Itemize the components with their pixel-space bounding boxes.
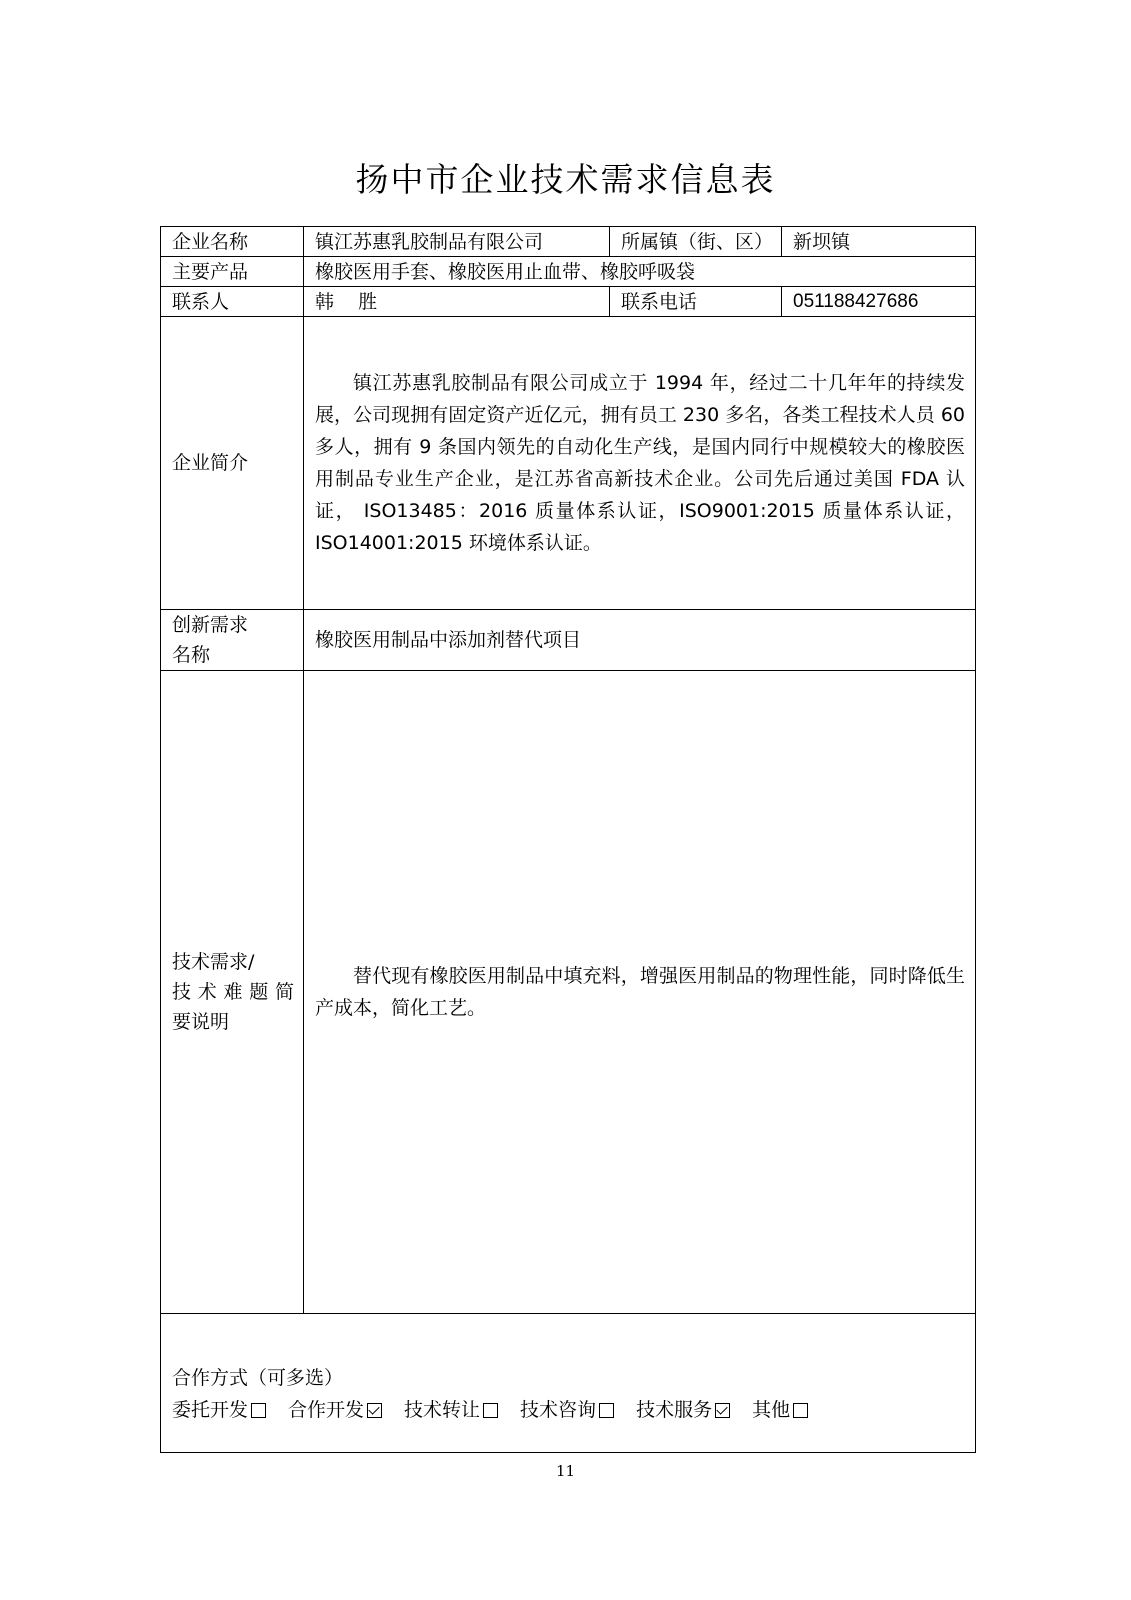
innovation-label-line2: 名称 xyxy=(172,644,211,666)
table-row-innovation xyxy=(161,610,976,671)
checkbox-checked-icon[interactable] xyxy=(367,1403,382,1418)
intro-cell xyxy=(304,317,976,610)
coop-option-other[interactable] xyxy=(752,1394,808,1426)
checkbox-unchecked-icon[interactable] xyxy=(599,1403,614,1418)
checkbox-unchecked-icon[interactable] xyxy=(251,1403,266,1418)
coop-option-commission[interactable] xyxy=(172,1394,266,1426)
tech-label-char: 难 xyxy=(223,981,243,1003)
company-name-value: 镇江苏惠乳胶制品有限公司 xyxy=(304,227,610,257)
coop-option-consulting[interactable] xyxy=(520,1394,614,1426)
tech-label-line2 xyxy=(172,977,294,1007)
coop-option-label: 委托开发 xyxy=(172,1399,249,1421)
page-number: 11 xyxy=(555,1462,576,1480)
innovation-value: 橡胶医用制品中添加剂替代项目 xyxy=(304,610,976,671)
table-row-contact xyxy=(161,287,976,317)
coop-option-label: 技术转让 xyxy=(404,1399,481,1421)
products-label: 主要产品 xyxy=(161,257,304,287)
innovation-label xyxy=(161,610,304,671)
document-title: 扬中市企业技术需求信息表 xyxy=(355,160,776,199)
contact-value: 韩 胜 xyxy=(304,287,610,317)
tech-label-char: 术 xyxy=(197,981,217,1003)
table-row-cooperation xyxy=(161,1314,976,1453)
coop-option-joint[interactable] xyxy=(288,1394,382,1426)
tech-cell xyxy=(304,671,976,1314)
cooperation-options xyxy=(172,1394,975,1426)
table-row-company xyxy=(161,227,976,257)
tech-label-char: 简 xyxy=(274,981,294,1003)
table-row-intro xyxy=(161,317,976,610)
info-table xyxy=(160,226,976,1453)
phone-value: 051188427686 xyxy=(782,287,976,317)
tech-paragraph: 替代现有橡胶医用制品中填充料，增强医用制品的物理性能，同时降低生产成本，简化工艺。 xyxy=(315,965,965,1019)
coop-option-transfer[interactable] xyxy=(404,1394,498,1426)
table-row-tech xyxy=(161,671,976,1314)
coop-option-service[interactable] xyxy=(636,1394,730,1426)
contact-label: 联系人 xyxy=(161,287,304,317)
coop-option-label: 其他 xyxy=(752,1399,791,1421)
checkbox-checked-icon[interactable] xyxy=(715,1403,730,1418)
coop-option-label: 技术咨询 xyxy=(520,1399,597,1421)
coop-option-label: 合作开发 xyxy=(288,1399,365,1421)
tech-label-line3: 要说明 xyxy=(172,1011,230,1033)
cooperation-cell xyxy=(161,1314,976,1453)
town-value: 新坝镇 xyxy=(782,227,976,257)
intro-paragraph: 镇江苏惠乳胶制品有限公司成立于 1994 年，经过二十几年年的持续发展，公司现拥有固定资产近亿元，拥有员工 230 多名，各类工程技术人员 60 多人，拥有 9 条国内领先的自动化生产线，是国内同行中规模较大的橡胶医用制品专业生产企业，是江苏省高新技术企业。公司先后通过美国 FDA 认证， ISO13485：2016 质量体系认证，ISO9001:2015 质量体系认证，ISO14001:2015 环境体系认证。 xyxy=(315,372,965,554)
cooperation-title: 合作方式（可多选） xyxy=(172,1367,344,1389)
intro-label: 企业简介 xyxy=(161,317,304,610)
tech-label-char: 题 xyxy=(249,981,269,1003)
tech-label-line1: 技术需求/ xyxy=(172,951,255,973)
checkbox-unchecked-icon[interactable] xyxy=(483,1403,498,1418)
table-row-products xyxy=(161,257,976,287)
company-name-label: 企业名称 xyxy=(161,227,304,257)
town-label: 所属镇（街、区） xyxy=(610,227,782,257)
products-value: 橡胶医用手套、橡胶医用止血带、橡胶呼吸袋 xyxy=(304,257,976,287)
checkbox-unchecked-icon[interactable] xyxy=(793,1403,808,1418)
innovation-label-line1: 创新需求 xyxy=(172,614,249,636)
tech-label xyxy=(161,671,304,1314)
coop-option-label: 技术服务 xyxy=(636,1399,713,1421)
phone-label: 联系电话 xyxy=(610,287,782,317)
tech-label-char: 技 xyxy=(172,981,192,1003)
